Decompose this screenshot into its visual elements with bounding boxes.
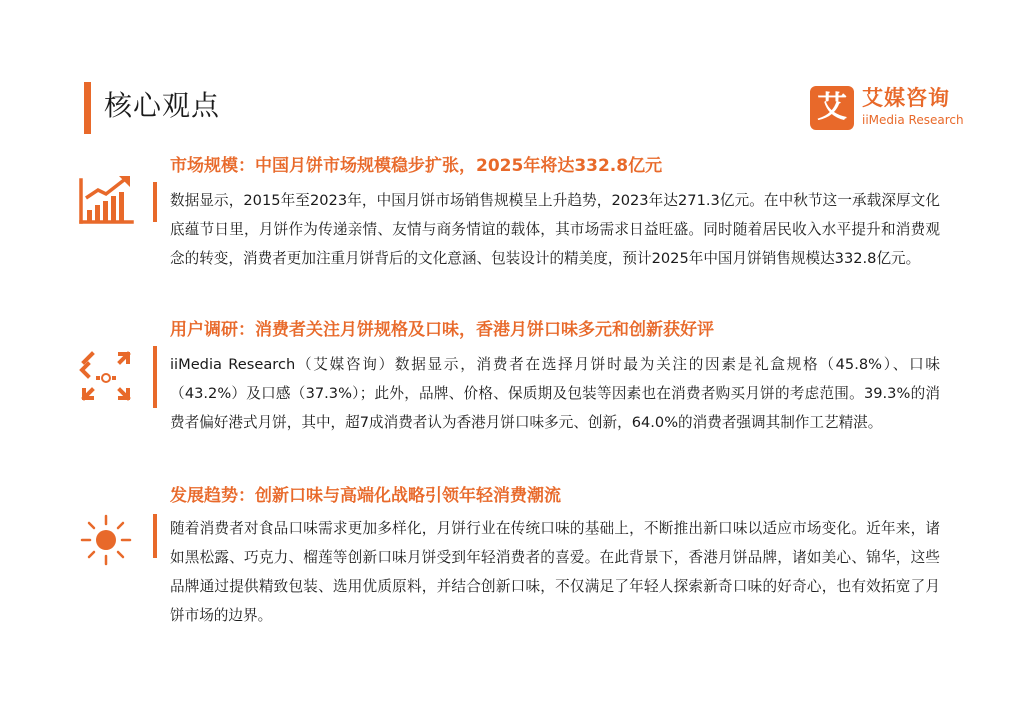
section-body: 随着消费者对食品口味需求更加多样化，月饼行业在传统口味的基础上，不断推出新口味以适应市场变化。近年来，诸如黑松露、巧克力、榴莲等创新口味月饼受到年轻消费者的喜爱。在此背景下，香港月饼品牌，诸如美心、锦华，这些品牌通过提供精致包装、选用优质原料，并结合创新口味，不仅满足了年轻人探索新奇口味的好奇心，也有效拓宽了月饼市场的边界。 xyxy=(170,520,940,624)
logo-mark: 艾 xyxy=(810,86,854,130)
logo-name-cn: 艾媒咨询 xyxy=(862,86,950,110)
section-accent-bar xyxy=(153,346,157,408)
section-heading: 市场规模：中国月饼市场规模稳步扩张，2025年将达332.8亿元 xyxy=(170,156,663,176)
focus-arrows-icon xyxy=(76,350,136,406)
section-heading: 发展趋势：创新口味与高端化战略引领年轻消费潮流 xyxy=(170,486,561,506)
bar-chart-growth-icon xyxy=(76,172,136,228)
section-accent-bar xyxy=(153,182,157,222)
section-accent-bar xyxy=(153,514,157,558)
section-body: iiMedia Research（艾媒咨询）数据显示，消费者在选择月饼时最为关注的因素是礼盒规格（45.8%）、口味（43.2%）及口感（37.3%）；此外，品牌、价格、保质期及包装等因素也在消费者购买月饼的考虑范围。39.3%的消费者偏好港式月饼，其中，超7成消费者认为香港月饼口味多元、创新，64.0%的消费者强调其制作工艺精湛。 xyxy=(170,356,940,431)
title-accent-bar xyxy=(84,82,91,134)
iimedia-logo xyxy=(810,86,970,130)
section-heading: 用户调研：消费者关注月饼规格及口味，香港月饼口味多元和创新获好评 xyxy=(170,320,714,340)
sun-icon xyxy=(76,512,136,568)
page-title: 核心观点 xyxy=(104,89,221,122)
logo-name-en: iiMedia Research xyxy=(862,113,964,127)
section-body: 数据显示，2015年至2023年，中国月饼市场销售规模呈上升趋势，2023年达271.3亿元。在中秋节这一承载深厚文化底蕴节日里，月饼作为传递亲情、友情与商务情谊的载体，其市场需求日益旺盛。同时随着居民收入水平提升和消费观念的转变，消费者更加注重月饼背后的文化意涵、包装设计的精美度，预计2025年中国月饼销售规模达332.8亿元。 xyxy=(170,192,940,267)
